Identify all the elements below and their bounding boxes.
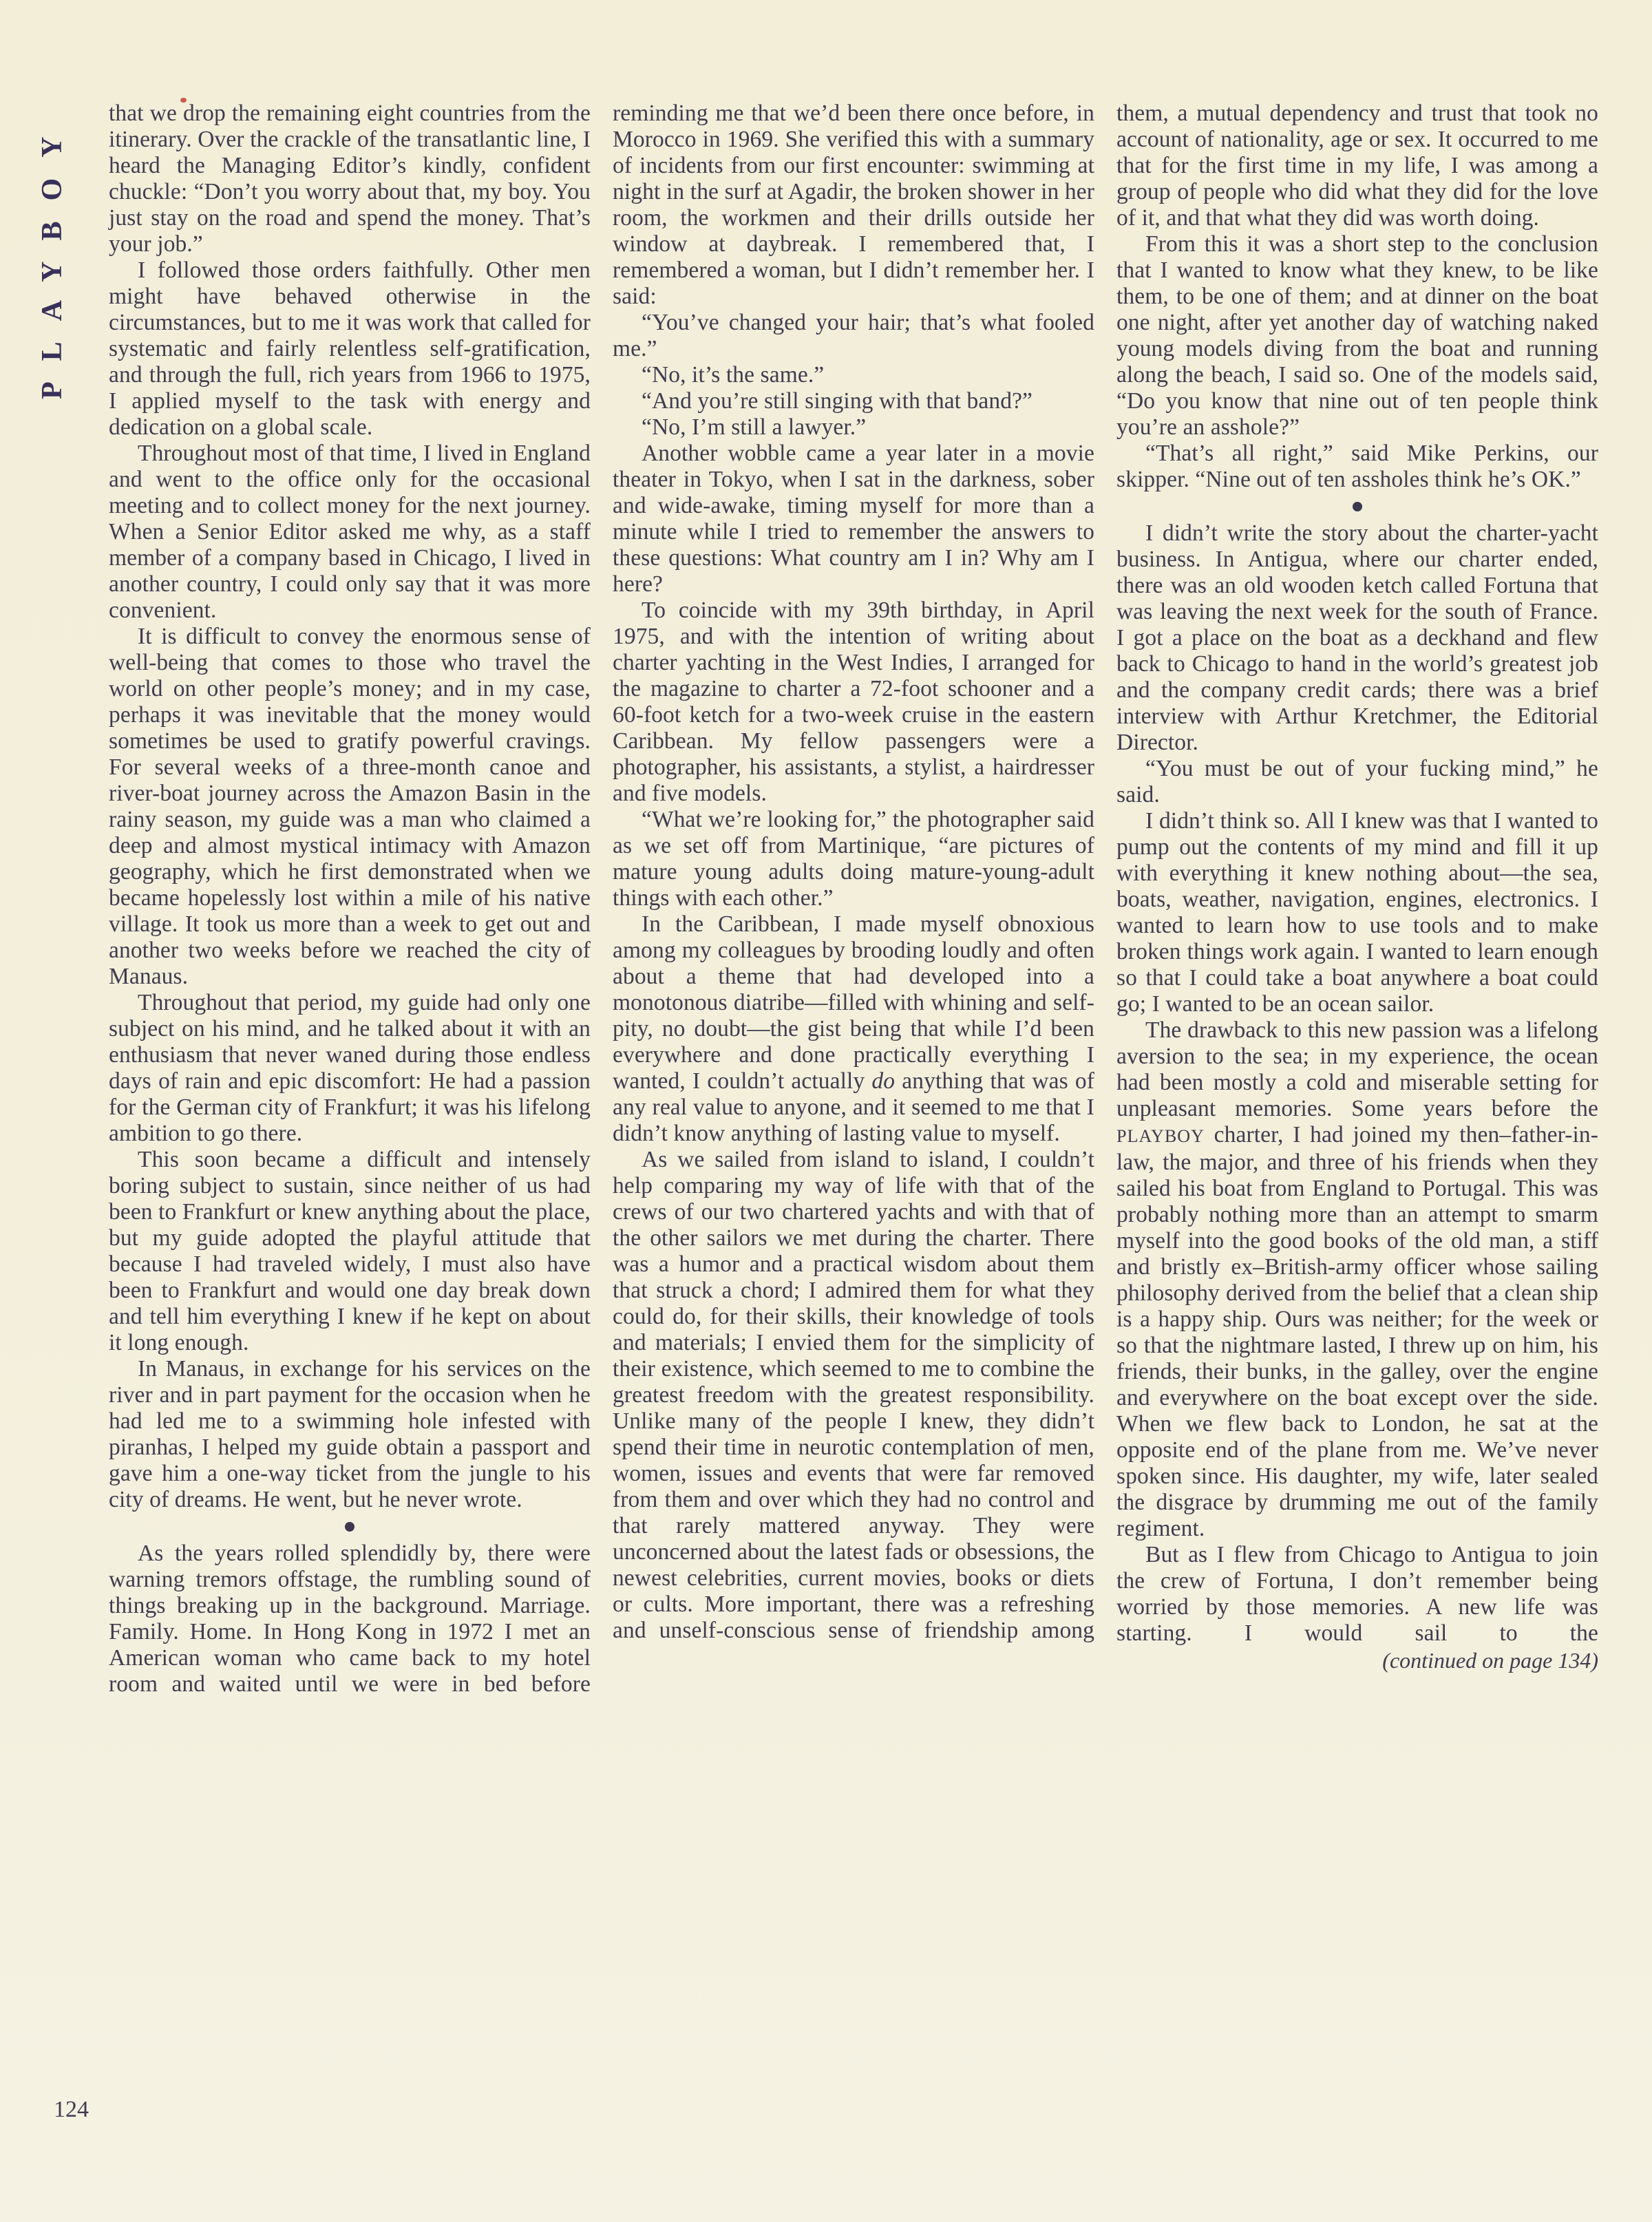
small-caps-word: PLAYBOY: [1116, 1126, 1205, 1146]
paragraph: In the Caribbean, I made myself obnoxious among my colleagues by brooding loudly and often about a theme that had developed into a monotonous diatribe—filled with whining and self-pity, no doubt—the gist being that while I’d been everywhere and done practically everything I wanted, I couldn’t actually do anything that was of any real value to anyone, and it seemed to me that I didn’t know anything of lasting value to myself.: [613, 911, 1094, 1146]
paragraph: As the years rolled splendidly by, there were warning tremors offstage, the rumbling sound of things breaking up in the background. Marriage. Family. Home. In Hong Kong in 1972 I met an American woman who came back to my hotel room and waited until we were in bed before: [109, 1541, 591, 1697]
magazine-spine: [36, 92, 70, 399]
paragraph: “No, I’m still a lawyer.”: [642, 414, 867, 440]
text-column-1: [109, 100, 591, 1697]
section-break: [109, 1513, 591, 1541]
paragraph: I followed those orders faithfully. Other men might have behaved otherwise in the circumstances, but to me it was work that called for systematic and fairly relentless self-gratification, and through the full, rich years from 1966 to 1975, I applied myself to the task with energy and dedication on a global scale.: [109, 257, 591, 440]
section-break: [1116, 493, 1598, 520]
paragraph: The drawback to this new passion was a lifelong aversion to the sea; in my experience, the ocean had been mostly a cold and miserable setting for unpleasant memories. Some years before the PLAYBOY charter, I had joined my then–father-in-law, the major, and three of his friends when they sailed his boat from England to Portugal. This was probably nothing more than an attempt to smarm myself into the good books of the old man, a stiff and bristly ex–British-army officer whose sailing philosophy derived from the belief that a clean ship is a happy ship. Ours was neither; for the week or so that the nightmare lasted, I threw up on him, his friends, their bunks, in the galley, over the engine and everywhere on the boat except over the side. When we flew back to London, he sat at the opposite end of the plane from me. We’ve never spoken since. His daughter, my wife, later sealed the disgrace by drumming me out of the family regiment.: [1116, 1017, 1598, 1541]
paragraph: that we drop the remaining eight countries from the itinerary. Over the crackle of the transatlantic line, I heard the Managing Editor’s kindly, confident chuckle: “Don’t you worry about that, my boy. You just stay on the road and spend the money. That’s your job.”: [109, 100, 591, 257]
magazine-spine-text: PLAYBOY: [36, 116, 68, 399]
paragraph: reminding me that we’d been there once before, in Morocco in 1969. She verified this with a summary of incidents from our first encounter: swimming at night in the surf at Agadir, the broken shower in her room, the workmen and their drills outside her window at daybreak. I remembered that, I remembered a woman, but I didn’t remember her. I said:: [613, 100, 1094, 309]
text-column-3: [1116, 100, 1598, 1674]
section-break-bullet: [345, 1522, 354, 1532]
paragraph: them, a mutual dependency and trust that took no account of nationality, age or sex. It occurred to me that for the first time in my life, I was among a group of people who did what they did for the love of it, and that what they did was worth doing.: [1116, 100, 1598, 231]
section-break-bullet: [1353, 502, 1362, 511]
paragraph: “That’s all right,” said Mike Perkins, our skipper. “Nine out of ten assholes think he’s OK.”: [1116, 441, 1598, 492]
paragraph: As we sailed from island to island, I couldn’t help comparing my way of life with that of the crews of our two chartered yachts and with that of the other sailors we met during the charter. There was a humor and a practical wisdom about them that struck a chord; I admired them for what they could do, for their skills, their knowledge of tools and materials; I envied them for the simplicity of their existence, which seemed to me to combine the greatest freedom with the greatest responsibility. Unlike many of the people I knew, they didn’t spend their time in neurotic contemplation of men, women, issues and events that were far removed from them and over which they had no control and that rarely mattered anyway. They were unconcerned about the latest fads or obsessions, the newest celebrities, current movies, books or diets or cults. More important, there was a refreshing and unself-conscious sense of friendship among: [613, 1147, 1094, 1643]
article-columns: [109, 100, 1598, 1697]
paragraph: “And you’re still singing with that band?”: [642, 388, 1033, 414]
paragraph: It is difficult to convey the enormous sense of well-being that comes to those who travel the world on other people’s money; and in my case, perhaps it was inevitable that the money would sometimes be used to gratify powerful cravings. For several weeks of a three-month canoe and river-boat journey across the Amazon Basin in the rainy season, my guide was a man who claimed a deep and almost mystical intimacy with Amazon geography, which he first demonstrated when we became hopelessly lost within a mile of his native village. It took us more than a week to get out and another two weeks before we reached the city of Manaus.: [109, 624, 591, 989]
paragraph: Throughout that period, my guide had only one subject on his mind, and he talked about it with an enthusiasm that never waned during those endless days of rain and epic discomfort: He had a passion for the German city of Frankfurt; it was his lifelong ambition to go there.: [109, 990, 591, 1146]
paragraph: This soon became a difficult and intensely boring subject to sustain, since neither of us had been to Frankfurt or knew anything about the place, but my guide adopted the playful attitude that because I had traveled widely, I must also have been to Frankfurt and would one day break down and tell him everything I knew if he kept on about it long enough.: [109, 1147, 591, 1355]
text-column-2: [613, 100, 1094, 1644]
paragraph: From this it was a short step to the conclusion that I wanted to know what they knew, to be like them, to be one of them; and at dinner on the boat one night, after yet another day of watching naked young models diving from the boat and running along the beach, I said so. One of the models said, “Do you know that nine out of ten people think you’re an asshole?”: [1116, 231, 1598, 440]
paragraph: Another wobble came a year later in a movie theater in Tokyo, when I sat in the darkness, sober and wide-awake, timing myself for more than a minute while I tried to remember the answers to these questions: What country am I in? Why am I here?: [613, 441, 1094, 597]
paragraph: In Manaus, in exchange for his services on the river and in part payment for the occasion when he had led me to a swimming hole infested with piranhas, I helped my guide obtain a passport and gave him a one-way ticket from the jungle to his city of dreams. He went, but he never wrote.: [109, 1356, 591, 1512]
paragraph: “What we’re looking for,” the photographer said as we set off from Martinique, “are pictures of mature young adults doing mature-young-adult things with each other.”: [613, 807, 1094, 911]
page-number: 124: [54, 2097, 89, 2122]
paragraph: But as I flew from Chicago to Antigua to join the crew of Fortuna, I don’t remember being worried by those memories. A new life was starting. I would sail to the: [1116, 1542, 1598, 1646]
paragraph: I didn’t think so. All I knew was that I wanted to pump out the contents of my mind and fill it up with everything it knew nothing about—the sea, boats, weather, navigation, engines, electronics. I wanted to learn how to use tools and to make broken things work again. I wanted to learn enough so that I could take a boat anywhere a boat could go; I wanted to be an ocean sailor.: [1116, 808, 1598, 1017]
paragraph: “You must be out of your fucking mind,” he said.: [1116, 756, 1598, 807]
continuation-note: (continued on page 134): [1382, 1648, 1598, 1673]
paragraph: “You’ve changed your hair; that’s what fooled me.”: [613, 310, 1094, 361]
paragraph: “No, it’s the same.”: [642, 362, 825, 388]
paragraph: To coincide with my 39th birthday, in April 1975, and with the intention of writing about charter yachting in the West Indies, I arranged for the magazine to charter a 72-foot schooner and a 60-foot ketch for a two-week cruise in the eastern Caribbean. My fellow passengers were a photographer, his assistants, a stylist, a hairdresser and five models.: [613, 597, 1094, 806]
paragraph: I didn’t write the story about the charter-yacht business. In Antigua, where our charter ended, there was an old wooden ketch called Fortuna that was leaving the next week for the south of France. I got a place on the boat as a deckhand and flew back to Chicago to hand in the world’s greatest job and the company credit cards; there was a brief interview with Arthur Kretchmer, the Editorial Director.: [1116, 520, 1598, 755]
paragraph: Throughout most of that time, I lived in England and went to the office only for the occasional meeting and to collect money for the next journey. When a Senior Editor asked me why, as a staff member of a company based in Chicago, I lived in another country, I could only say that it was more convenient.: [109, 441, 591, 623]
